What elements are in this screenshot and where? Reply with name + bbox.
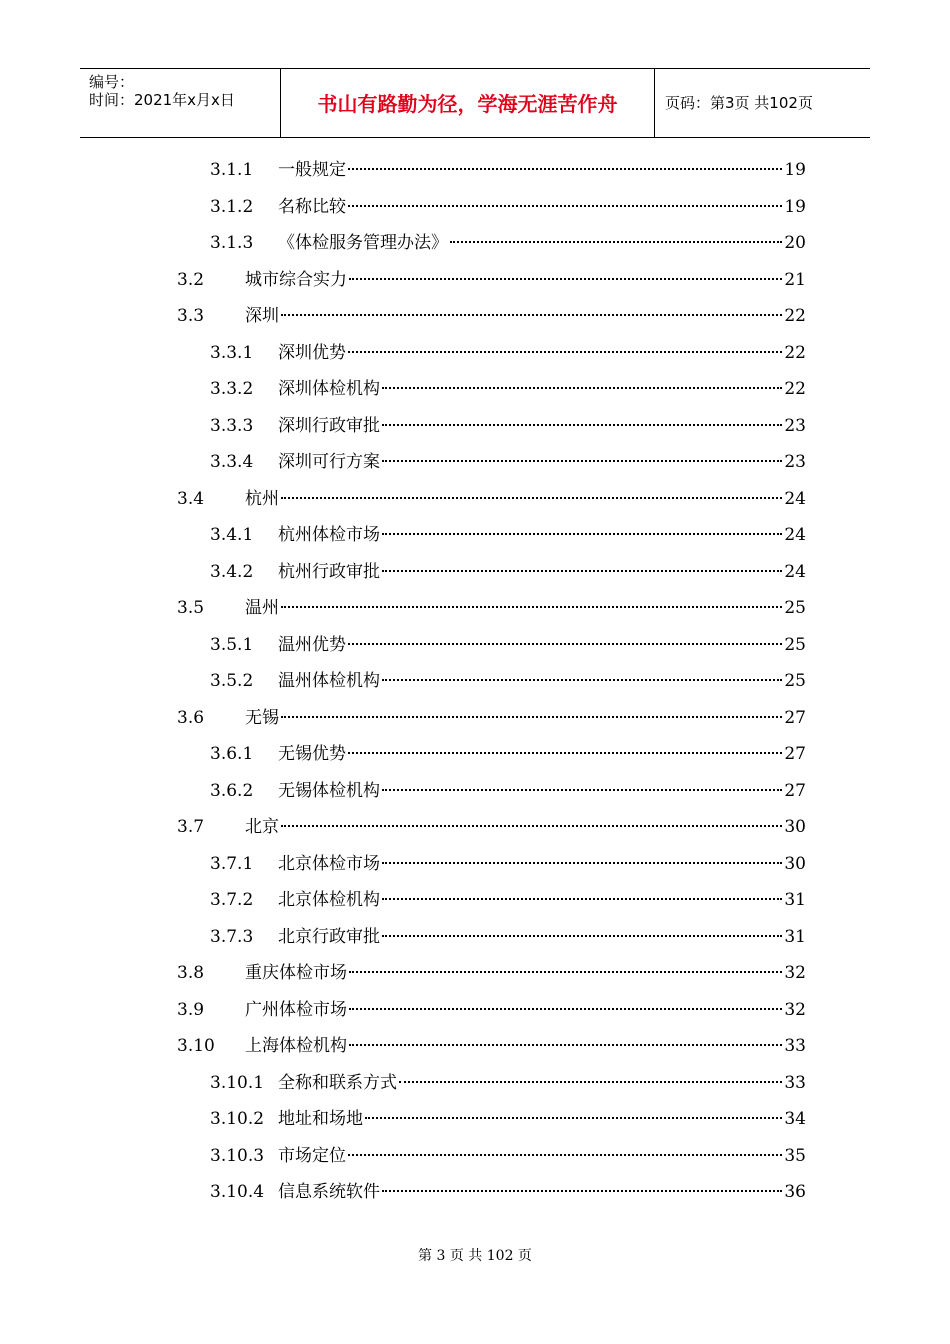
toc-dot-leader	[281, 314, 782, 316]
toc-entry[interactable]	[210, 554, 806, 590]
header-page-cell	[655, 69, 870, 137]
header-page-info: 页码：第3页 共102页	[665, 94, 813, 112]
toc-dot-leader	[281, 825, 782, 827]
toc-dot-leader	[382, 387, 782, 389]
toc-dot-leader	[349, 1008, 782, 1010]
header-motto-cell	[281, 69, 655, 137]
toc-entry-page: 27	[784, 744, 806, 764]
toc-entry-page: 22	[784, 379, 806, 399]
toc-entry[interactable]	[210, 882, 806, 918]
toc-dot-leader	[349, 1044, 782, 1046]
toc-entry-page: 23	[784, 415, 806, 436]
toc-entry-title: 无锡优势	[278, 744, 346, 764]
toc-dot-leader	[348, 752, 782, 754]
toc-entry-number: 3.7.1	[210, 853, 254, 874]
toc-entry-page: 32	[784, 963, 806, 983]
toc-entry-title: 杭州行政审批	[278, 561, 380, 582]
toc-dot-leader	[382, 789, 782, 791]
toc-entry[interactable]	[210, 1138, 806, 1174]
toc-entry-title: 无锡体检机构	[278, 780, 380, 801]
toc-entry-number: 3.5.2	[210, 671, 254, 691]
toc-entry-page: 32	[784, 999, 806, 1020]
toc-entry-title: 深圳行政审批	[278, 415, 380, 436]
toc-entry-number: 3.5	[177, 598, 205, 618]
toc-entry-number: 3.4.2	[210, 561, 254, 582]
toc-entry-title: 全称和联系方式	[278, 1072, 397, 1093]
toc-dot-leader	[382, 862, 782, 864]
toc-entry-title: 北京行政审批	[278, 926, 380, 947]
toc-entry[interactable]	[177, 1028, 806, 1064]
toc-entry-number: 3.10	[177, 1036, 215, 1056]
toc-entry-title: 杭州体检市场	[278, 525, 380, 545]
toc-entry-title: 城市综合实力	[245, 269, 347, 290]
toc-entry-page: 34	[784, 1109, 806, 1129]
toc-dot-leader	[349, 278, 782, 280]
toc-dot-leader	[382, 1190, 782, 1192]
toc-entry[interactable]	[210, 335, 806, 371]
toc-entry-number: 3.4.1	[210, 525, 254, 545]
toc-entry-page: 19	[784, 160, 806, 180]
toc-entry-number: 3.10.4	[210, 1182, 265, 1202]
toc-entry-number: 3.8	[177, 963, 205, 983]
toc-entry[interactable]	[177, 590, 806, 626]
toc-entry[interactable]	[210, 846, 806, 882]
toc-entry[interactable]	[210, 517, 806, 553]
toc-entry[interactable]	[177, 700, 806, 736]
toc-entry-number: 3.4	[177, 488, 205, 509]
toc-entry-title: 杭州	[245, 488, 279, 509]
toc-entry-page: 31	[784, 890, 806, 910]
toc-dot-leader	[382, 898, 782, 900]
toc-entry-number: 3.7	[177, 817, 205, 837]
toc-entry-number: 3.1.3	[210, 233, 254, 253]
toc-entry[interactable]	[210, 1065, 806, 1101]
toc-dot-leader	[348, 168, 782, 170]
toc-entry-number: 3.10.1	[210, 1072, 265, 1093]
toc-entry-page: 25	[784, 634, 806, 655]
toc-entry-page: 25	[784, 598, 806, 618]
toc-entry-title: 信息系统软件	[278, 1182, 380, 1202]
toc-entry-number: 3.1.2	[210, 196, 254, 217]
toc-entry-number: 3.7.2	[210, 890, 254, 910]
toc-entry-title: 地址和场地	[278, 1109, 363, 1129]
toc-entry[interactable]	[210, 773, 806, 809]
toc-entry[interactable]	[210, 627, 806, 663]
toc-dot-leader	[382, 460, 782, 462]
toc-entry[interactable]	[210, 736, 806, 772]
toc-entry-number: 3.6.1	[210, 744, 254, 764]
toc-entry-page: 22	[784, 306, 806, 326]
toc-entry-title: 无锡	[245, 707, 279, 728]
toc-dot-leader	[382, 935, 782, 937]
toc-entry-page: 24	[784, 488, 806, 509]
number-label: 编号：	[89, 73, 135, 91]
toc-entry[interactable]	[210, 663, 806, 699]
toc-entry[interactable]	[177, 262, 806, 298]
toc-entry[interactable]	[177, 809, 806, 845]
toc-dot-leader	[450, 241, 782, 243]
toc-entry-page: 36	[784, 1182, 806, 1202]
toc-entry-page: 25	[784, 671, 806, 691]
toc-entry-page: 24	[784, 561, 806, 582]
toc-entry-page: 35	[784, 1145, 806, 1166]
toc-entry-title: 温州优势	[278, 634, 346, 655]
toc-entry-page: 31	[784, 926, 806, 947]
toc-entry-number: 3.6	[177, 707, 205, 728]
toc-entry-title: 深圳体检机构	[278, 379, 380, 399]
toc-entry-number: 3.3	[177, 306, 205, 326]
toc-entry-page: 20	[784, 233, 806, 253]
toc-entry[interactable]	[177, 481, 806, 517]
toc-dot-leader	[382, 679, 782, 681]
toc-entry-number: 3.10.2	[210, 1109, 265, 1129]
page-footer: 第 3 页 共 102 页	[418, 1248, 532, 1264]
toc-entry-page: 27	[784, 780, 806, 801]
toc-dot-leader	[382, 533, 782, 535]
toc-dot-leader	[382, 570, 782, 572]
toc-entry-title: 市场定位	[278, 1145, 346, 1166]
toc-entry-page: 30	[784, 853, 806, 874]
toc-entry-page: 21	[784, 269, 806, 290]
toc-entry-number: 3.6.2	[210, 780, 254, 801]
toc-entry-page: 33	[784, 1036, 806, 1056]
toc-entry-title: 北京体检机构	[278, 890, 380, 910]
toc-dot-leader	[348, 1154, 782, 1156]
toc-entry-title: 重庆体检市场	[245, 963, 347, 983]
toc-dot-leader	[348, 643, 782, 645]
toc-entry-page: 33	[784, 1072, 806, 1093]
toc-entry[interactable]	[177, 298, 806, 334]
toc-entry[interactable]	[210, 189, 806, 225]
page-header	[80, 68, 870, 138]
toc-entry[interactable]	[210, 444, 806, 480]
toc-entry-number: 3.3.3	[210, 415, 254, 436]
toc-entry-title: 上海体检机构	[245, 1036, 347, 1056]
toc-dot-leader	[382, 424, 782, 426]
toc-entry-title: 深圳	[245, 306, 279, 326]
toc-dot-leader	[348, 351, 782, 353]
toc-entry-title: 一般规定	[278, 160, 346, 180]
toc-dot-leader	[281, 716, 782, 718]
toc-entry-number: 3.3.1	[210, 342, 254, 363]
toc-dot-leader	[349, 971, 782, 973]
toc-entry-title: 深圳可行方案	[278, 452, 380, 472]
toc-entry-number: 3.7.3	[210, 926, 254, 947]
toc-entry[interactable]	[210, 408, 806, 444]
toc-entry-page: 27	[784, 707, 806, 728]
toc-entry-page: 19	[784, 196, 806, 217]
toc-entry-page: 22	[784, 342, 806, 363]
toc-entry-title: 广州体检市场	[245, 999, 347, 1020]
toc-entry-page: 30	[784, 817, 806, 837]
toc-entry-number: 3.3.4	[210, 452, 254, 472]
toc-entry-number: 3.1.1	[210, 160, 254, 180]
toc-entry[interactable]	[210, 225, 806, 261]
toc-entry[interactable]	[210, 1101, 806, 1137]
toc-dot-leader	[365, 1117, 782, 1119]
toc-entry-title: 《体检服务管理办法》	[278, 233, 448, 253]
toc-entry[interactable]	[177, 955, 806, 991]
toc-dot-leader	[281, 497, 782, 499]
toc-entry[interactable]	[177, 992, 806, 1028]
toc-entry-number: 3.10.3	[210, 1145, 265, 1166]
toc-dot-leader	[348, 205, 782, 207]
toc-entry-title: 名称比较	[278, 196, 346, 217]
toc-entry[interactable]	[210, 919, 806, 955]
time-label: 时间：2021年x月x日	[89, 91, 235, 109]
toc-entry-title: 深圳优势	[278, 342, 346, 363]
toc-entry[interactable]	[210, 152, 806, 188]
toc-dot-leader	[399, 1081, 782, 1083]
toc-dot-leader	[281, 606, 782, 608]
toc-entry-page: 23	[784, 452, 806, 472]
header-motto: 书山有路勤为径，学海无涯苦作舟	[317, 92, 618, 116]
toc-entry-title: 北京	[245, 817, 279, 837]
toc-entry-title: 温州	[245, 598, 279, 618]
toc-entry-number: 3.2	[177, 269, 205, 290]
toc-entry[interactable]	[210, 371, 806, 407]
toc-entry-number: 3.3.2	[210, 379, 254, 399]
toc-entry-title: 北京体检市场	[278, 853, 380, 874]
toc-entry-page: 24	[784, 525, 806, 545]
toc-entry-title: 温州体检机构	[278, 671, 380, 691]
toc-entry-number: 3.5.1	[210, 634, 254, 655]
header-meta-cell	[80, 69, 281, 137]
toc-entry[interactable]	[210, 1174, 806, 1210]
toc-entry-number: 3.9	[177, 999, 205, 1020]
